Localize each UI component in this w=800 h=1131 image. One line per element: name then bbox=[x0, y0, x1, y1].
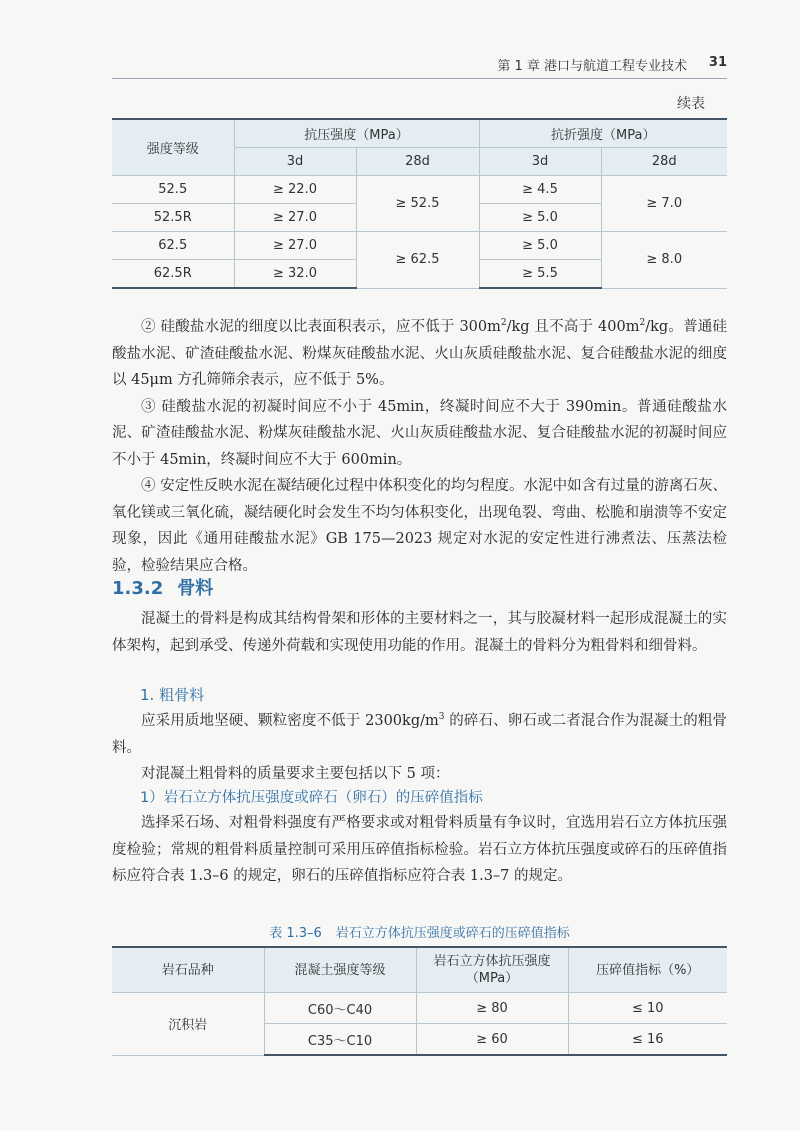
strength-cell: ≥ 80 bbox=[416, 993, 568, 1024]
crushing-cell: ≤ 16 bbox=[568, 1024, 727, 1056]
paragraph-fineness: ② 硅酸盐水泥的细度以比表面积表示，应不低于 $300m^2/kg$ 且不高于 $400m^2/kg$。普通硅酸盐水泥、矿渣硅酸盐水泥、粉煤灰硅酸盐水泥、火山灰质硅酸盐水泥、复合硅酸盐水泥的细度以 45μm 方孔筛筛余表示，应不低于 5%。 bbox=[112, 318, 727, 388]
subheading-coarse-aggregate: 1. 粗骨料 bbox=[140, 686, 205, 704]
grade-cell: 62.5R bbox=[112, 260, 234, 289]
header-crushing-index: 压碎值指标（%） bbox=[568, 947, 727, 993]
table-caption-title: 岩石立方体抗压强度或碎石的压碎值指标 bbox=[335, 926, 570, 941]
compressive-3d-cell: ≥ 27.0 bbox=[234, 204, 356, 232]
subheader-3d: 3d bbox=[479, 148, 601, 176]
header-rock-strength: 岩石立方体抗压强度 （MPa） bbox=[416, 947, 568, 993]
subheader-3d: 3d bbox=[234, 148, 356, 176]
table-caption bbox=[112, 922, 727, 941]
paragraph-coarse-density: 应采用质地坚硬、颗粒密度不低于 $2300kg/m^3$ 的碎石、卵石或二者混合作为混凝土的粗骨料。 bbox=[112, 712, 728, 756]
table-row bbox=[112, 993, 727, 1024]
compressive-3d-cell: ≥ 32.0 bbox=[234, 260, 356, 289]
header-grade: 强度等级 bbox=[112, 119, 234, 176]
section-number: 1.3.2 bbox=[112, 578, 164, 599]
flexural-3d-cell: ≥ 5.0 bbox=[479, 232, 601, 260]
header-flexural: 抗折强度（MPa） bbox=[479, 119, 727, 148]
continued-label: 续表 bbox=[677, 96, 705, 112]
grade-cell: C35～C10 bbox=[264, 1024, 416, 1056]
paragraph-aggregate-intro: 混凝土的骨料是构成其结构骨架和形体的主要材料之一，其与胶凝材料一起形成混凝土的实体架构，起到承受、传递外荷载和实现使用功能的作用。混凝土的骨料分为粗骨料和细骨料。 bbox=[112, 611, 727, 654]
header-rock-type: 岩石品种 bbox=[112, 947, 264, 993]
paragraph-setting-time: ③ 硅酸盐水泥的初凝时间应不小于 45min，终凝时间应不大于 390min。普通硅酸盐水泥、矿渣硅酸盐水泥、粉煤灰硅酸盐水泥、火山灰质硅酸盐水泥、复合硅酸盐水泥的初凝时间应不小于 45min，终凝时间应不大于 600min。 bbox=[112, 398, 727, 468]
grade-cell: C60～C40 bbox=[264, 993, 416, 1024]
table-row bbox=[112, 232, 727, 260]
running-header bbox=[112, 52, 727, 79]
header-concrete-grade: 混凝土强度等级 bbox=[264, 947, 416, 993]
grade-cell: 52.5 bbox=[112, 176, 234, 204]
flexural-3d-cell: ≥ 4.5 bbox=[479, 176, 601, 204]
section-heading bbox=[112, 574, 213, 600]
compressive-28d-cell: ≥ 62.5 bbox=[356, 232, 479, 289]
flexural-3d-cell: ≥ 5.5 bbox=[479, 260, 601, 289]
superscript: 2 bbox=[639, 318, 646, 329]
chapter-title: 第 1 章 港口与航道工程专业技术 bbox=[497, 59, 687, 74]
crushing-text bbox=[112, 810, 727, 890]
superscript: 2 bbox=[500, 318, 507, 329]
cement-paragraphs bbox=[112, 314, 727, 579]
compressive-3d-cell: ≥ 22.0 bbox=[234, 176, 356, 204]
subheader-28d: 28d bbox=[601, 148, 727, 176]
coarse-aggregate-text bbox=[112, 708, 727, 788]
paragraph-soundness: ④ 安定性反映水泥在凝结硬化过程中体积变化的均匀程度。水泥中如含有过量的游离石灰、氧化镁或三氧化硫，凝结硬化时会发生不均匀体积变化，出现龟裂、弯曲、松脆和崩溃等不安定现象，因此《通用硅酸盐水泥》GB 175—2023 规定对水泥的安定性进行沸煮法、压蒸法检验，检验结果应合格。 bbox=[112, 478, 727, 574]
section-title: 骨料 bbox=[177, 578, 214, 599]
strength-table bbox=[112, 118, 727, 289]
flexural-3d-cell: ≥ 5.0 bbox=[479, 204, 601, 232]
flexural-28d-cell: ≥ 7.0 bbox=[601, 176, 727, 232]
table-row bbox=[112, 176, 727, 204]
rock-type-cell: 沉积岩 bbox=[112, 993, 264, 1056]
compressive-3d-cell: ≥ 27.0 bbox=[234, 232, 356, 260]
compressive-28d-cell: ≥ 52.5 bbox=[356, 176, 479, 232]
strength-cell: ≥ 60 bbox=[416, 1024, 568, 1056]
paragraph-crushing: 选择采石场、对粗骨料强度有严格要求或对粗骨料质量有争议时，宜选用岩石立方体抗压强度检验；常规的粗骨料质量控制可采用压碎值指标检验。岩石立方体抗压强度或碎石的压碎值指标应符合表 1.3–6 的规定，卵石的压碎值指标应符合表 1.3–7 的规定。 bbox=[112, 815, 727, 884]
subheader-28d: 28d bbox=[356, 148, 479, 176]
flexural-28d-cell: ≥ 8.0 bbox=[601, 232, 727, 289]
paragraph-coarse-requirements: 对混凝土粗骨料的质量要求主要包括以下 5 项： bbox=[141, 766, 450, 782]
subheading-crushing-value: 1）岩石立方体抗压强度或碎石（卵石）的压碎值指标 bbox=[140, 790, 483, 806]
crushing-value-table bbox=[112, 946, 727, 1056]
section-intro bbox=[112, 606, 727, 659]
header-compressive: 抗压强度（MPa） bbox=[234, 119, 479, 148]
crushing-cell: ≤ 10 bbox=[568, 993, 727, 1024]
grade-cell: 62.5 bbox=[112, 232, 234, 260]
page-number: 31 bbox=[708, 55, 727, 70]
superscript: 3 bbox=[438, 712, 445, 723]
grade-cell: 52.5R bbox=[112, 204, 234, 232]
table-caption-number: 表 1.3–6 bbox=[269, 926, 322, 941]
